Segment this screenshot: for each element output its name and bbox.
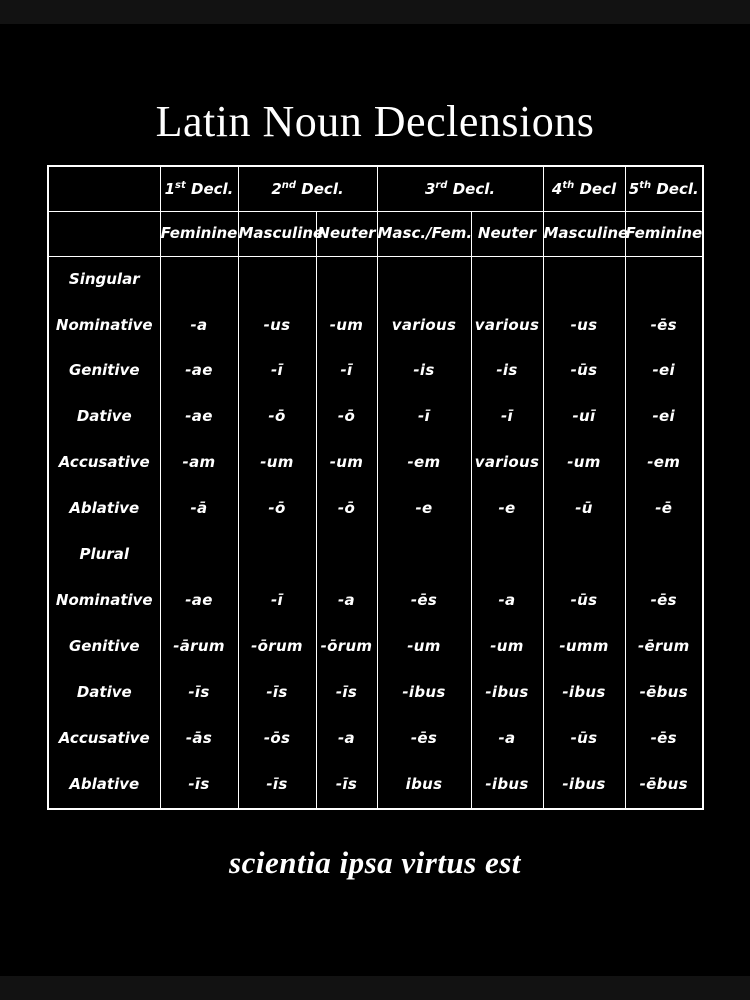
ending-cell: -ōrum: [238, 624, 316, 670]
ending-cell: -us: [238, 302, 316, 348]
header-decl-3: [377, 166, 543, 212]
spacer-cell: [625, 257, 703, 303]
tagline: scientia ipsa virtus est: [229, 845, 521, 880]
ending-cell: -ēs: [377, 578, 471, 624]
ending-cell: -um: [316, 302, 377, 348]
spacer-cell: [543, 257, 625, 303]
ending-cell: various: [471, 302, 543, 348]
ending-cell: -ōs: [238, 716, 316, 762]
header-decl-3-label: Decl.: [452, 179, 496, 198]
top-band: [0, 0, 750, 24]
header-decl-1-suffix: st: [175, 179, 186, 191]
table-body: [48, 257, 703, 810]
ending-cell: -em: [377, 440, 471, 486]
table-header: [48, 166, 703, 257]
ending-cell: -a: [471, 716, 543, 762]
ending-cell: -umm: [543, 624, 625, 670]
table-corner-cell: [48, 166, 160, 212]
ending-cell: -ae: [160, 348, 238, 394]
ending-cell: -ō: [238, 394, 316, 440]
ending-cell: -ī: [238, 578, 316, 624]
ending-cell: -ī: [377, 394, 471, 440]
case-label-pl-ablative: Ablative: [48, 762, 160, 809]
ending-cell: -e: [377, 486, 471, 532]
ending-cell: -ōrum: [316, 624, 377, 670]
spacer-cell: [543, 532, 625, 578]
ending-cell: -ī: [316, 348, 377, 394]
ending-cell: -am: [160, 440, 238, 486]
ending-cell: -ā: [160, 486, 238, 532]
table-row: [48, 624, 703, 670]
gender-header-row: [48, 212, 703, 257]
ending-cell: -um: [238, 440, 316, 486]
ending-cell: -ibus: [471, 762, 543, 809]
spacer-cell: [238, 257, 316, 303]
ending-cell: -ae: [160, 578, 238, 624]
header-decl-4-ordinal: 4: [551, 179, 563, 198]
table-row: [48, 348, 703, 394]
ending-cell: -ēs: [377, 716, 471, 762]
ending-cell: -ēbus: [625, 670, 703, 716]
spacer-cell: [160, 532, 238, 578]
header-decl-5: [625, 166, 703, 212]
header-gender-3: Neuter: [316, 212, 377, 257]
case-label-sg-dative: Dative: [48, 394, 160, 440]
ending-cell: -is: [471, 348, 543, 394]
ending-cell: -ei: [625, 348, 703, 394]
ending-cell: -ī: [238, 348, 316, 394]
ending-cell: -ibus: [543, 670, 625, 716]
spacer-cell: [377, 532, 471, 578]
ending-cell: -um: [316, 440, 377, 486]
header-decl-3-ordinal: 3: [424, 179, 436, 198]
ending-cell: -a: [316, 716, 377, 762]
ending-cell: -ēs: [625, 578, 703, 624]
header-decl-5-ordinal: 5: [628, 179, 640, 198]
ending-cell: -ās: [160, 716, 238, 762]
spacer-cell: [238, 532, 316, 578]
ending-cell: various: [471, 440, 543, 486]
table-row: [48, 440, 703, 486]
spacer-cell: [471, 257, 543, 303]
ending-cell: -e: [471, 486, 543, 532]
ending-cell: -ibus: [543, 762, 625, 809]
section-row-singular: [48, 257, 703, 303]
ending-cell: -ei: [625, 394, 703, 440]
ending-cell: -ūs: [543, 348, 625, 394]
spacer-cell: [316, 532, 377, 578]
ending-cell: -ī: [471, 394, 543, 440]
ending-cell: -ūs: [543, 716, 625, 762]
header-decl-2: [238, 166, 377, 212]
table-row: [48, 302, 703, 348]
ending-cell: ibus: [377, 762, 471, 809]
case-label-pl-dative: Dative: [48, 670, 160, 716]
header-gender-5: Neuter: [471, 212, 543, 257]
header-decl-5-label: Decl.: [656, 179, 699, 198]
ending-cell: -a: [316, 578, 377, 624]
ending-cell: -ārum: [160, 624, 238, 670]
ending-cell: -ō: [316, 486, 377, 532]
bottom-band: [0, 976, 750, 1000]
spacer-cell: [160, 257, 238, 303]
ending-cell: -a: [160, 302, 238, 348]
spacer-cell: [625, 532, 703, 578]
spacer-cell: [377, 257, 471, 303]
header-gender-1: Feminine: [160, 212, 238, 257]
ending-cell: -īs: [316, 762, 377, 809]
ending-cell: -ērum: [625, 624, 703, 670]
spacer-cell: [471, 532, 543, 578]
case-label-pl-nominative: Nominative: [48, 578, 160, 624]
ending-cell: -us: [543, 302, 625, 348]
header-decl-4-suffix: th: [562, 179, 575, 191]
section-row-plural: [48, 532, 703, 578]
ending-cell: -is: [377, 348, 471, 394]
case-label-pl-genitive: Genitive: [48, 624, 160, 670]
declension-table: [47, 165, 704, 810]
ending-cell: -ō: [238, 486, 316, 532]
case-label-sg-genitive: Genitive: [48, 348, 160, 394]
ending-cell: -īs: [316, 670, 377, 716]
header-decl-1-label: Decl.: [191, 179, 234, 198]
ending-cell: -uī: [543, 394, 625, 440]
ending-cell: -ē: [625, 486, 703, 532]
ending-cell: -ēs: [625, 302, 703, 348]
header-gender-6: Masculine: [543, 212, 625, 257]
table-row: [48, 716, 703, 762]
ending-cell: -ibus: [377, 670, 471, 716]
table-row: [48, 670, 703, 716]
header-decl-2-suffix: nd: [281, 179, 297, 191]
page-title: Latin Noun Declensions: [155, 97, 595, 146]
section-label-singular: Singular: [48, 257, 160, 303]
gender-row-corner: [48, 212, 160, 257]
table-row: [48, 578, 703, 624]
header-gender-4: Masc./Fem.: [377, 212, 471, 257]
ending-cell: -ae: [160, 394, 238, 440]
case-label-sg-nominative: Nominative: [48, 302, 160, 348]
ending-cell: -a: [471, 578, 543, 624]
header-decl-3-suffix: rd: [435, 179, 448, 191]
header-decl-1: [160, 166, 238, 212]
header-decl-4-label: Decl: [579, 179, 617, 198]
header-decl-4: [543, 166, 625, 212]
ending-cell: -ū: [543, 486, 625, 532]
ending-cell: -ēs: [625, 716, 703, 762]
ending-cell: -īs: [238, 670, 316, 716]
ending-cell: -īs: [238, 762, 316, 809]
ending-cell: -um: [471, 624, 543, 670]
section-label-plural: Plural: [48, 532, 160, 578]
ending-cell: -um: [543, 440, 625, 486]
header-decl-2-label: Decl.: [301, 179, 344, 198]
ending-cell: -ibus: [471, 670, 543, 716]
spacer-cell: [316, 257, 377, 303]
table-row: [48, 762, 703, 809]
header-gender-2: Masculine: [238, 212, 316, 257]
header-decl-1-ordinal: 1: [164, 179, 176, 198]
case-label-pl-accusative: Accusative: [48, 716, 160, 762]
ending-cell: -īs: [160, 670, 238, 716]
header-decl-5-suffix: th: [639, 179, 652, 191]
ending-cell: -ūs: [543, 578, 625, 624]
declension-header-row: [48, 166, 703, 212]
case-label-sg-ablative: Ablative: [48, 486, 160, 532]
ending-cell: -um: [377, 624, 471, 670]
ending-cell: -ēbus: [625, 762, 703, 809]
header-decl-2-ordinal: 2: [271, 179, 282, 198]
ending-cell: various: [377, 302, 471, 348]
declension-table-wrapper: [47, 165, 702, 810]
table-row: [48, 394, 703, 440]
ending-cell: -em: [625, 440, 703, 486]
ending-cell: -ō: [316, 394, 377, 440]
table-row: [48, 486, 703, 532]
case-label-sg-accusative: Accusative: [48, 440, 160, 486]
header-gender-7: Feminine: [625, 212, 703, 257]
ending-cell: -īs: [160, 762, 238, 809]
